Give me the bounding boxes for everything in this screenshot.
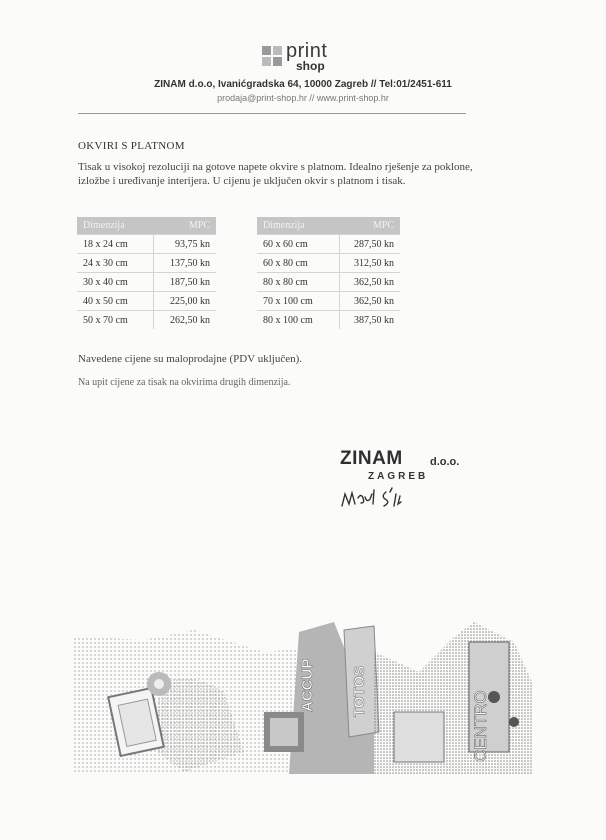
dimension-cell: 60 x 60 cm [257, 235, 340, 254]
table-row [77, 311, 216, 330]
table-header-row [257, 217, 400, 235]
dimension-cell: 24 x 30 cm [77, 254, 154, 273]
table-row [77, 235, 216, 254]
logo-icon [262, 46, 282, 66]
table-row [77, 273, 216, 292]
footer-collage [74, 622, 532, 774]
table-row [257, 292, 400, 311]
dimension-cell: 30 x 40 cm [77, 273, 154, 292]
price-cell: 362,50 kn [340, 273, 401, 292]
column-header-dimension: Dimenzija [77, 217, 154, 235]
price-cell: 187,50 kn [154, 273, 217, 292]
table-row [257, 311, 400, 330]
collage-text-1: ACCUP [299, 658, 316, 712]
collage-text-2: TOTOS [351, 665, 368, 717]
price-cell: 287,50 kn [340, 235, 401, 254]
price-cell: 262,50 kn [154, 311, 217, 330]
price-cell: 137,50 kn [154, 254, 217, 273]
retail-price-note: Navedene cijene su maloprodajne (PDV uključen). [78, 353, 303, 365]
section-title: OKVIRI S PLATNOM [78, 140, 185, 152]
stamp-company-name: ZINAM [340, 448, 403, 469]
dimension-cell: 80 x 80 cm [257, 273, 340, 292]
logo-word-print: print [286, 40, 328, 62]
price-cell: 387,50 kn [340, 311, 401, 330]
custom-size-note: Na upit cijene za tisak na okvirima drugih dimenzija. [78, 377, 291, 388]
stamp-city: ZAGREB [368, 471, 429, 482]
price-cell: 225,00 kn [154, 292, 217, 311]
company-address: ZINAM d.o.o, Ivanićgradska 64, 10000 Zagreb // Tel:01/2451-611 [154, 79, 452, 90]
logo-word-shop: shop [296, 59, 325, 73]
header-divider [78, 113, 466, 114]
column-header-dimension: Dimenzija [257, 217, 340, 235]
dimension-cell: 70 x 100 cm [257, 292, 340, 311]
dimension-cell: 60 x 80 cm [257, 254, 340, 273]
table-row [257, 254, 400, 273]
column-header-price: MPC [340, 217, 401, 235]
price-cell: 93,75 kn [154, 235, 217, 254]
company-contact: prodaja@print-shop.hr // www.print-shop.hr [217, 93, 389, 103]
handwritten-signature [340, 482, 450, 518]
table-row [257, 273, 400, 292]
stamp-company-suffix: d.o.o. [430, 456, 460, 468]
table-row [77, 292, 216, 311]
dimension-cell: 80 x 100 cm [257, 311, 340, 330]
table-row [77, 254, 216, 273]
collage-text-3: CENTRO [471, 690, 490, 762]
price-table-left [77, 217, 216, 329]
column-header-price: MPC [154, 217, 217, 235]
table-header-row [77, 217, 216, 235]
table-row [257, 235, 400, 254]
price-cell: 362,50 kn [340, 292, 401, 311]
dimension-cell: 40 x 50 cm [77, 292, 154, 311]
price-cell: 312,50 kn [340, 254, 401, 273]
dimension-cell: 50 x 70 cm [77, 311, 154, 330]
intro-paragraph: Tisak u visokoj rezoluciji na gotove napete okvire s platnom. Idealno rješenje za poklone, izložbe i uređivanje interijera. U cijenu je uključen okvir s platnom i tisak. [78, 161, 473, 187]
dimension-cell: 18 x 24 cm [77, 235, 154, 254]
price-table-right [257, 217, 400, 329]
